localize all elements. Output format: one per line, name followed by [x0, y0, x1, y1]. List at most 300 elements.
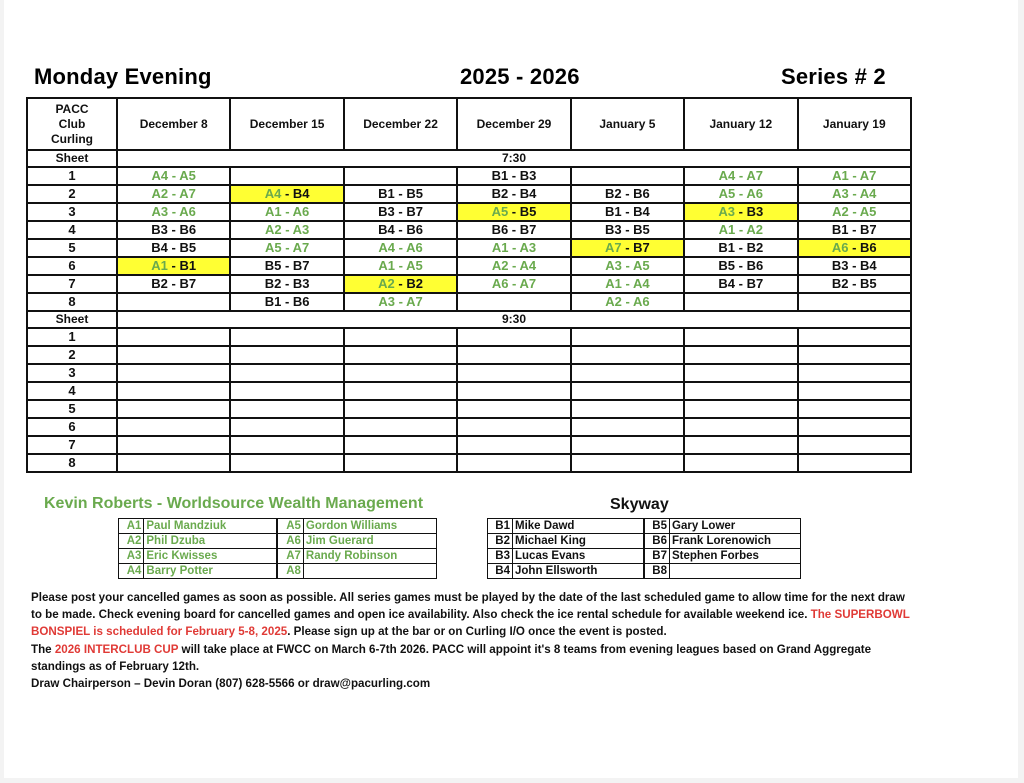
empty-cell — [344, 454, 457, 472]
home-team: A2 — [832, 204, 849, 219]
game-cell — [117, 221, 230, 239]
sheet-number: 7 — [27, 275, 117, 293]
empty-cell — [230, 454, 343, 472]
league-a-title: Kevin Roberts - Worldsource Wealth Management — [44, 495, 424, 512]
empty-cell — [571, 454, 684, 472]
away-team: A5 — [859, 204, 877, 219]
versus-dash: - — [508, 276, 520, 291]
empty-cell — [230, 167, 343, 185]
versus-dash: - — [735, 258, 747, 273]
sheet-row — [27, 328, 911, 346]
versus-dash: - — [735, 240, 747, 255]
game-cell — [684, 221, 797, 239]
away-team: B7 — [292, 258, 310, 273]
sheet-row — [27, 293, 911, 311]
empty-cell — [798, 328, 911, 346]
empty-cell — [344, 436, 457, 454]
league-a-roster — [118, 518, 437, 579]
team-code: A2 — [119, 534, 144, 549]
empty-cell — [117, 346, 230, 364]
game-cell — [684, 257, 797, 275]
draw-time-row — [27, 150, 911, 167]
sheet-row — [27, 203, 911, 221]
versus-dash: - — [281, 276, 293, 291]
home-team: B4 — [378, 222, 395, 237]
game-cell — [457, 239, 570, 257]
versus-dash: - — [281, 240, 293, 255]
empty-cell — [344, 418, 457, 436]
away-team: A5 — [406, 258, 423, 273]
home-team: A2 — [378, 276, 395, 291]
game-cell — [457, 257, 570, 275]
empty-cell — [684, 418, 797, 436]
game-cell — [457, 275, 570, 293]
header-row — [27, 98, 911, 150]
empty-cell — [571, 382, 684, 400]
away-team: A7 — [292, 240, 310, 255]
empty-cell — [798, 436, 911, 454]
empty-cell — [457, 293, 570, 311]
game-cell — [684, 185, 797, 203]
empty-cell — [117, 382, 230, 400]
team-skip-name: Frank Lorenowich — [670, 534, 801, 549]
home-team: A1 — [832, 168, 849, 183]
home-team: B4 — [718, 276, 736, 291]
home-team: A6 — [831, 240, 849, 255]
team-skip-name: John Ellsworth — [513, 564, 645, 579]
game-cell — [117, 239, 230, 257]
team-code: B5 — [644, 519, 670, 534]
game-cell — [230, 275, 343, 293]
team-code: B1 — [488, 519, 513, 534]
empty-cell — [571, 364, 684, 382]
team-skip-name: Michael King — [513, 534, 645, 549]
empty-cell — [117, 436, 230, 454]
away-team: B3 — [519, 168, 537, 183]
team-skip-name: Phil Dzuba — [144, 534, 278, 549]
club-label-line: Curling — [51, 131, 93, 146]
versus-dash: - — [621, 258, 633, 273]
sheet-number: 2 — [27, 346, 117, 364]
date-header: January 5 — [571, 98, 684, 150]
game-cell — [798, 257, 911, 275]
team-code: B7 — [644, 549, 670, 564]
team-code: A6 — [277, 534, 303, 549]
empty-cell — [457, 364, 570, 382]
versus-dash: - — [281, 186, 293, 201]
away-team: A6 — [406, 240, 423, 255]
game-cell — [344, 293, 457, 311]
versus-dash: - — [394, 204, 407, 219]
away-team: A6 — [179, 204, 196, 219]
versus-dash: - — [168, 168, 180, 183]
empty-cell — [798, 418, 911, 436]
sheet-label: Sheet — [27, 311, 117, 328]
empty-cell — [117, 293, 230, 311]
versus-dash: - — [848, 258, 861, 273]
bonspiel-alert: The SUPERBOWL BONSPIEL is scheduled for February 5-8, 2025 — [31, 608, 910, 639]
game-cell — [117, 257, 230, 275]
draw-time: 7:30 — [117, 150, 911, 167]
empty-cell — [684, 454, 797, 472]
game-cell — [117, 185, 230, 203]
home-team: A1 — [151, 258, 168, 273]
versus-dash: - — [281, 294, 293, 309]
sheet-number: 8 — [27, 454, 117, 472]
roster-row — [488, 564, 801, 579]
team-skip-name: Randy Robinson — [303, 549, 436, 564]
away-team: B7 — [179, 276, 197, 291]
empty-cell — [230, 346, 343, 364]
home-team: B2 — [831, 276, 849, 291]
sheet-number: 3 — [27, 203, 117, 221]
empty-cell — [230, 418, 343, 436]
versus-dash: - — [168, 204, 180, 219]
versus-dash: - — [394, 276, 407, 291]
versus-dash: - — [395, 258, 407, 273]
game-cell — [571, 239, 684, 257]
note-text: will take place at FWCC on March 6-7th 2026. PACC will appoint it's 8 teams from evening leagues based on Grand Aggregate standings as of February 12th. — [31, 642, 872, 673]
team-skip-name — [670, 564, 801, 579]
empty-cell — [571, 400, 684, 418]
game-cell — [117, 203, 230, 221]
game-cell — [684, 239, 797, 257]
home-team: B3 — [151, 222, 168, 237]
note-cancellations — [31, 589, 911, 641]
game-cell — [798, 275, 911, 293]
away-team: B2 — [406, 276, 423, 291]
game-cell — [457, 167, 570, 185]
versus-dash: - — [508, 258, 520, 273]
empty-cell — [457, 328, 570, 346]
empty-cell — [230, 328, 343, 346]
roster-row — [119, 564, 437, 579]
sheet-number: 4 — [27, 221, 117, 239]
versus-dash: - — [621, 240, 634, 255]
empty-cell — [571, 167, 684, 185]
home-team: B6 — [491, 222, 509, 237]
home-team: A2 — [605, 294, 622, 309]
away-team: B5 — [179, 240, 197, 255]
game-cell — [571, 293, 684, 311]
away-team: B4 — [633, 204, 650, 219]
versus-dash: - — [735, 168, 747, 183]
away-team: B3 — [292, 276, 310, 291]
league-b-roster — [487, 518, 801, 579]
versus-dash: - — [395, 240, 407, 255]
game-cell — [571, 275, 684, 293]
empty-cell — [684, 364, 797, 382]
game-cell — [230, 203, 343, 221]
sheet-row — [27, 382, 911, 400]
away-team: A3 — [292, 222, 310, 237]
home-team: A4 — [264, 186, 282, 201]
versus-dash: - — [621, 222, 634, 237]
game-cell — [344, 203, 457, 221]
empty-cell — [117, 328, 230, 346]
home-team: A1 — [718, 222, 736, 237]
versus-dash: - — [848, 186, 860, 201]
away-team: A3 — [519, 240, 537, 255]
club-label-line: Club — [58, 116, 86, 131]
sheet-number: 4 — [27, 382, 117, 400]
sheet-row — [27, 257, 911, 275]
home-team: A3 — [151, 204, 169, 219]
empty-cell — [684, 293, 797, 311]
game-cell — [344, 257, 457, 275]
schedule-table — [26, 97, 912, 473]
game-cell — [571, 221, 684, 239]
versus-dash: - — [508, 204, 520, 219]
home-team: B2 — [264, 276, 282, 291]
game-cell — [571, 203, 684, 221]
empty-cell — [798, 364, 911, 382]
home-team: A5 — [491, 204, 509, 219]
team-code: A5 — [277, 519, 303, 534]
series-title: Series # 2 — [781, 64, 886, 89]
empty-cell — [230, 364, 343, 382]
away-team: B6 — [292, 294, 310, 309]
home-team: B1 — [831, 222, 849, 237]
team-skip-name: Barry Potter — [144, 564, 278, 579]
away-team: A6 — [632, 294, 650, 309]
date-header: January 19 — [798, 98, 911, 150]
notes — [31, 589, 911, 692]
sheet-row — [27, 167, 911, 185]
empty-cell — [230, 382, 343, 400]
versus-dash: - — [508, 222, 520, 237]
game-cell — [798, 185, 911, 203]
home-team: A1 — [491, 240, 509, 255]
empty-cell — [457, 454, 570, 472]
empty-cell — [344, 167, 457, 185]
empty-cell — [344, 364, 457, 382]
empty-cell — [684, 400, 797, 418]
home-team: B5 — [264, 258, 282, 273]
empty-cell — [571, 418, 684, 436]
away-team: A2 — [746, 222, 763, 237]
away-team: B6 — [406, 222, 423, 237]
sheet-row — [27, 436, 911, 454]
team-code: B2 — [488, 534, 513, 549]
game-cell — [684, 275, 797, 293]
sheet-number: 1 — [27, 167, 117, 185]
draw-time-row — [27, 311, 911, 328]
versus-dash: - — [621, 204, 634, 219]
game-cell — [230, 185, 343, 203]
empty-cell — [230, 436, 343, 454]
game-cell — [117, 275, 230, 293]
away-team: B2 — [746, 240, 764, 255]
sheet-row — [27, 364, 911, 382]
versus-dash: - — [735, 204, 747, 219]
versus-dash: - — [394, 186, 407, 201]
season-title: 2025 - 2026 — [460, 64, 580, 89]
empty-cell — [798, 454, 911, 472]
sheet-row — [27, 418, 911, 436]
away-team: B7 — [519, 222, 537, 237]
empty-cell — [684, 382, 797, 400]
club-label — [27, 98, 117, 150]
away-team: B4 — [860, 258, 877, 273]
game-cell — [230, 293, 343, 311]
home-team: A5 — [264, 240, 282, 255]
home-team: A3 — [605, 258, 622, 273]
note-text: The — [31, 642, 55, 656]
date-header: January 12 — [684, 98, 797, 150]
versus-dash: - — [281, 258, 293, 273]
team-skip-name: Jim Guerard — [303, 534, 436, 549]
home-team: A1 — [264, 204, 282, 219]
home-team: B5 — [718, 258, 736, 273]
away-team: B1 — [179, 258, 197, 273]
team-code: A8 — [277, 564, 303, 579]
empty-cell — [798, 346, 911, 364]
sheet-number: 5 — [27, 400, 117, 418]
home-team: A5 — [718, 186, 736, 201]
away-team: B3 — [746, 204, 764, 219]
team-code: B8 — [644, 564, 670, 579]
home-team: B1 — [718, 240, 736, 255]
home-team: A4 — [718, 168, 736, 183]
home-team: A3 — [378, 294, 396, 309]
versus-dash: - — [281, 222, 293, 237]
team-code: B4 — [488, 564, 513, 579]
away-team: A6 — [746, 186, 763, 201]
draw-time: 9:30 — [117, 311, 911, 328]
date-header: December 22 — [344, 98, 457, 150]
home-team: B1 — [264, 294, 282, 309]
versus-dash: - — [621, 294, 633, 309]
note-text: Please post your cancelled games as soon as possible. All series games must be played by the date of the last scheduled game to allow time for the next draw to be made. Check evening board for cancelled games and open ice availability. Also check the ice rental schedule for available weekend ice. — [31, 591, 905, 622]
away-team: B4 — [292, 186, 310, 201]
team-code: B6 — [644, 534, 670, 549]
sheet-number: 6 — [27, 418, 117, 436]
away-team: B5 — [519, 204, 537, 219]
away-team: B6 — [633, 186, 650, 201]
date-header: December 29 — [457, 98, 570, 150]
empty-cell — [457, 436, 570, 454]
home-team: B2 — [604, 186, 622, 201]
game-cell — [344, 185, 457, 203]
date-header: December 8 — [117, 98, 230, 150]
roster-row — [488, 534, 801, 549]
empty-cell — [684, 346, 797, 364]
away-team: B6 — [860, 240, 877, 255]
versus-dash: - — [848, 240, 861, 255]
game-cell — [230, 221, 343, 239]
home-team: B2 — [491, 186, 509, 201]
sheet-row — [27, 221, 911, 239]
game-cell — [230, 257, 343, 275]
game-cell — [798, 203, 911, 221]
away-team: B6 — [746, 258, 764, 273]
versus-dash: - — [848, 222, 861, 237]
empty-cell — [117, 364, 230, 382]
home-team: A7 — [604, 240, 622, 255]
versus-dash: - — [848, 276, 861, 291]
away-team: B4 — [519, 186, 537, 201]
empty-cell — [230, 400, 343, 418]
empty-cell — [571, 436, 684, 454]
game-cell — [457, 185, 570, 203]
empty-cell — [684, 328, 797, 346]
versus-dash: - — [394, 222, 407, 237]
sheet-row — [27, 454, 911, 472]
empty-cell — [344, 382, 457, 400]
home-team: A1 — [605, 276, 622, 291]
empty-cell — [117, 400, 230, 418]
roster-row — [119, 534, 437, 549]
home-team: A4 — [378, 240, 396, 255]
empty-cell — [798, 400, 911, 418]
sheet-row — [27, 400, 911, 418]
team-code: B3 — [488, 549, 513, 564]
sheet-number: 2 — [27, 185, 117, 203]
away-team: A5 — [632, 258, 650, 273]
versus-dash: - — [168, 186, 180, 201]
home-team: B3 — [378, 204, 395, 219]
league-b-title: Skyway — [610, 496, 669, 513]
team-code: A1 — [119, 519, 144, 534]
empty-cell — [117, 418, 230, 436]
away-team: A4 — [519, 258, 537, 273]
sheet-row — [27, 185, 911, 203]
empty-cell — [457, 382, 570, 400]
team-skip-name: Eric Kwisses — [144, 549, 278, 564]
versus-dash: - — [848, 168, 860, 183]
game-cell — [457, 221, 570, 239]
date-header: December 15 — [230, 98, 343, 150]
away-team: B5 — [633, 222, 650, 237]
versus-dash: - — [735, 276, 747, 291]
sheet-number: 1 — [27, 328, 117, 346]
empty-cell — [117, 454, 230, 472]
team-skip-name: Lucas Evans — [513, 549, 645, 564]
title-row — [4, 64, 1018, 96]
game-cell — [344, 239, 457, 257]
away-team: A4 — [632, 276, 650, 291]
versus-dash: - — [735, 222, 747, 237]
empty-cell — [344, 328, 457, 346]
home-team: A6 — [491, 276, 509, 291]
versus-dash: - — [167, 240, 180, 255]
roster-row — [488, 549, 801, 564]
home-team: A2 — [264, 222, 282, 237]
away-team: A6 — [292, 204, 310, 219]
versus-dash: - — [167, 258, 180, 273]
team-skip-name: Mike Dawd — [513, 519, 645, 534]
sheet-row — [27, 239, 911, 257]
empty-cell — [571, 328, 684, 346]
roster-row — [119, 519, 437, 534]
away-team: B7 — [406, 204, 423, 219]
league-title: Monday Evening — [34, 64, 212, 89]
versus-dash: - — [508, 186, 520, 201]
note-interclub — [31, 641, 911, 675]
home-team: A2 — [151, 186, 169, 201]
game-cell — [344, 275, 457, 293]
away-team: B7 — [633, 240, 650, 255]
versus-dash: - — [621, 276, 633, 291]
sheet-number: 7 — [27, 436, 117, 454]
versus-dash: - — [621, 186, 634, 201]
club-label-line: PACC — [55, 101, 89, 116]
team-code: A3 — [119, 549, 144, 564]
empty-cell — [684, 436, 797, 454]
sheet-number: 5 — [27, 239, 117, 257]
game-cell — [798, 221, 911, 239]
